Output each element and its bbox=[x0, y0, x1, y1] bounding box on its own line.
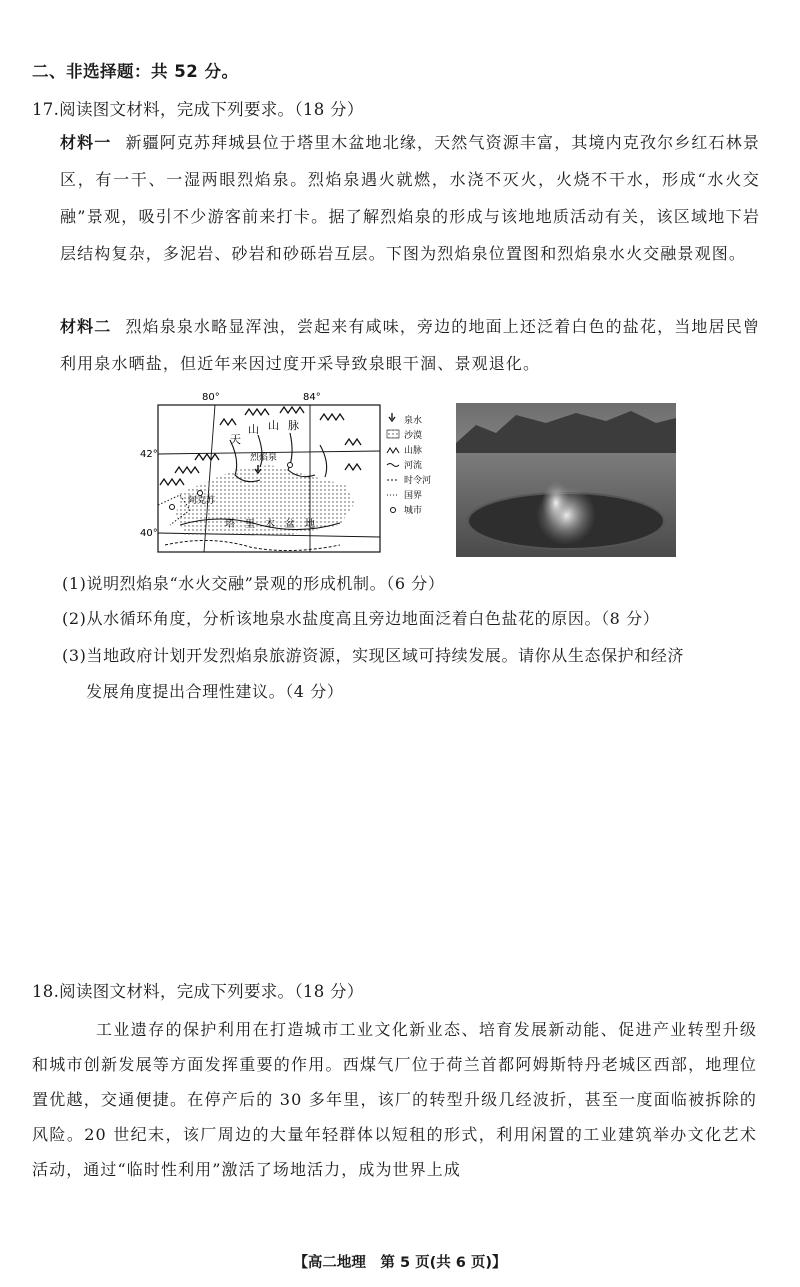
sub-question-2: (2)从水循环角度，分析该地泉水盐度高且旁边地面泛着白色盐花的原因。（8 分） bbox=[62, 609, 660, 628]
legend-mountain-icon bbox=[387, 448, 399, 453]
sub-question-3-line-1: (3)当地政府计划开发烈焰泉旅游资源，实现区域可持续发展。请你从生态保护和经济 bbox=[62, 646, 685, 665]
spring-location-map bbox=[140, 385, 440, 560]
question-17-heading: 17.阅读图文材料，完成下列要求。（18 分） bbox=[32, 100, 364, 119]
legend-city-icon bbox=[391, 508, 396, 513]
label-shan-2: 山 bbox=[268, 419, 279, 432]
legend-city: 城市 bbox=[404, 506, 423, 516]
legend-desert: 沙漠 bbox=[404, 431, 423, 441]
map-legend bbox=[387, 413, 431, 516]
section-title: 二、非选择题：共 52 分。 bbox=[32, 62, 239, 81]
fire-water-landscape-photo bbox=[456, 403, 676, 557]
lat-40-label: 40° bbox=[140, 528, 158, 539]
sub-question-1: (1)说明烈焰泉“水火交融”景观的形成机制。（6 分） bbox=[62, 574, 445, 593]
basin-char-1: 塔 bbox=[225, 519, 235, 530]
legend-spring-icon bbox=[389, 413, 395, 421]
material-2 bbox=[60, 308, 760, 382]
label-mai: 脉 bbox=[288, 419, 299, 432]
legend-desert-icon bbox=[387, 430, 399, 438]
lon-84-label: 84° bbox=[303, 392, 321, 403]
lon-80-label: 80° bbox=[202, 392, 220, 403]
question-18-text: 工业遗存的保护利用在打造城市工业文化新业态、培育发展新动能、促进产业转型升级和城市创新发展等方面发挥重要的作用。西煤气厂位于荷兰首都阿姆斯特丹老城区西部，地理位置优越，交通便捷。在停产后的 30 多年里，该厂的转型升级几经波折，甚至一度面临被拆除的风险。20 世纪末，该厂周边的大量年轻群体以短租的形式，利用闲置的工业建筑举办文化艺术活动，通过“临时性利用”激活了场地活力，成为世界上成 bbox=[32, 1020, 757, 1179]
material-1-text: 新疆阿克苏拜城县位于塔里木盆地北缘，天然气资源丰富，其境内克孜尔乡红石林景区，有一干、一湿两眼烈焰泉。烈焰泉遇火就燃，水浇不灭火，火烧不干水，形成“水火交融”景观，吸引不少游客前来打卡。据了解烈焰泉的形成与该地地质活动有关，该区域地下岩层结构复杂，多泥岩、砂岩和砂砾岩互层。下图为烈焰泉位置图和烈焰泉水火交融景观图。 bbox=[60, 133, 761, 263]
legend-seasonal: 时令河 bbox=[404, 476, 432, 486]
legend-mountain: 山脉 bbox=[404, 446, 423, 456]
city-aksu bbox=[198, 491, 203, 496]
label-spring: 烈焰泉 bbox=[250, 453, 278, 463]
photo-svg bbox=[456, 403, 676, 557]
question-18-heading: 18.阅读图文材料，完成下列要求。（18 分） bbox=[32, 982, 364, 1001]
basin-char-5: 地 bbox=[305, 519, 315, 530]
material-1-label: 材料一 bbox=[60, 133, 112, 152]
legend-border: 国界 bbox=[404, 491, 423, 501]
legend-river-icon bbox=[387, 464, 399, 467]
basin-char-2: 里 bbox=[245, 519, 255, 530]
label-shan-1: 山 bbox=[248, 423, 259, 436]
label-aksu: 阿克苏 bbox=[188, 496, 216, 506]
map-svg bbox=[140, 385, 440, 560]
basin-char-4: 盆 bbox=[285, 519, 295, 530]
sub-question-3-line-2: 发展角度提出合理性建议。（4 分） bbox=[86, 682, 344, 701]
photo-flame bbox=[542, 481, 570, 525]
legend-river: 河流 bbox=[404, 461, 423, 471]
legend-spring: 泉水 bbox=[404, 416, 423, 426]
sub-question-3 bbox=[62, 638, 762, 710]
label-tian: 天 bbox=[230, 433, 241, 446]
material-2-label: 材料二 bbox=[60, 317, 112, 336]
material-1 bbox=[60, 124, 760, 272]
city-3 bbox=[170, 505, 175, 510]
material-2-text: 烈焰泉泉水略显浑浊，尝起来有咸味，旁边的地面上还泛着白色的盐花，当地居民曾利用泉水晒盐，但近年来因过度开采导致泉眼干涸、景观退化。 bbox=[60, 317, 761, 373]
city-2 bbox=[288, 463, 293, 468]
page-footer: 【高二地理 第 5 页(共 6 页)】 bbox=[293, 1255, 507, 1271]
basin-char-3: 木 bbox=[265, 519, 275, 530]
lat-42-label: 42° bbox=[140, 449, 158, 460]
